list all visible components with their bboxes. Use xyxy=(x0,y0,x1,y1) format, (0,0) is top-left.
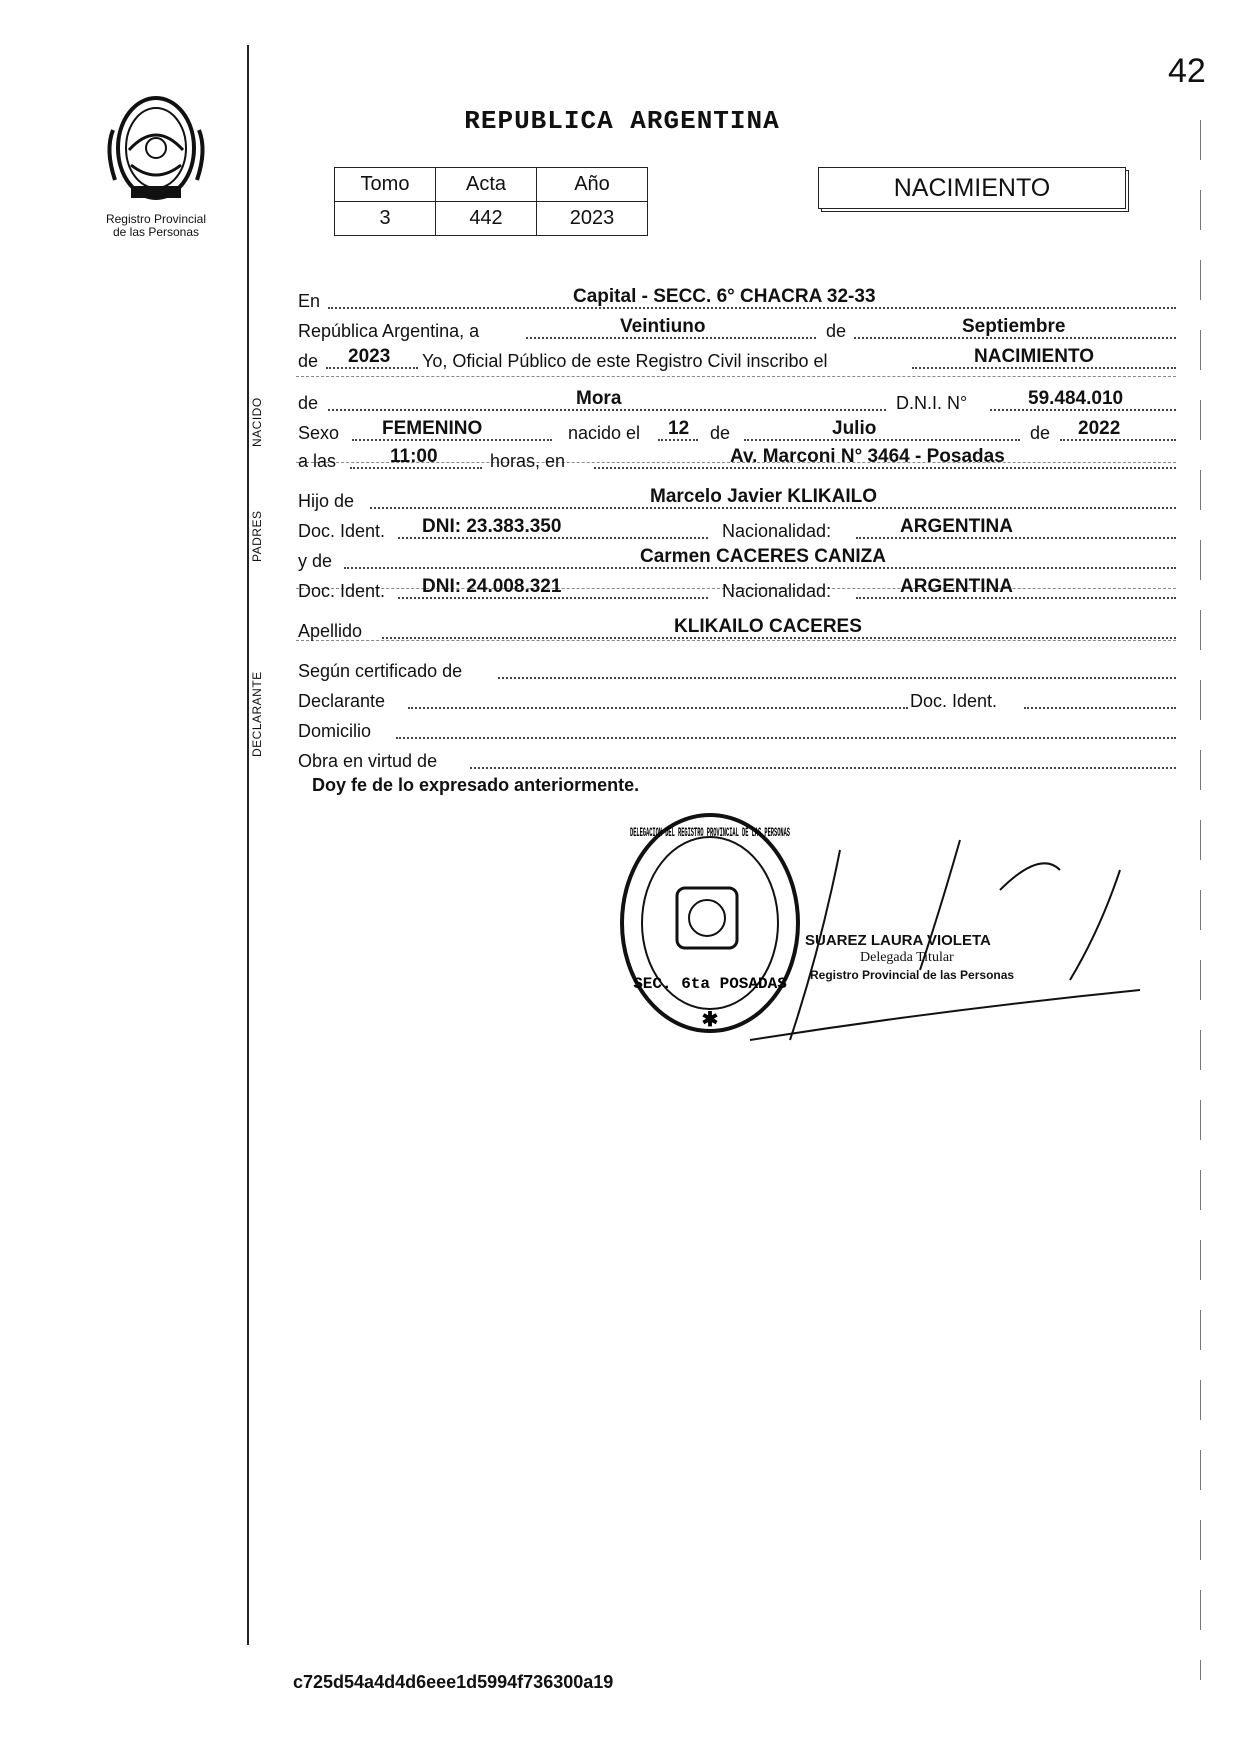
birth-day: 12 xyxy=(668,418,690,439)
stamp-star-icon: ✱ xyxy=(701,1009,719,1031)
de-label-5: de xyxy=(1030,423,1051,443)
page-number: 42 xyxy=(1168,52,1206,90)
day-words: Veintiuno xyxy=(620,316,706,337)
nacionalidad-label-2: Nacionalidad: xyxy=(722,581,832,601)
sexo-label: Sexo xyxy=(298,423,340,443)
line-certificate xyxy=(298,656,1176,684)
section-label-declarante: DECLARANTE xyxy=(250,671,264,757)
registry-table xyxy=(334,167,648,236)
document-title: REPUBLICA ARGENTINA xyxy=(464,106,780,136)
line-time-place xyxy=(298,446,1176,474)
mother-nationality: ARGENTINA xyxy=(900,576,1013,597)
record-type-box: NACIMIENTO xyxy=(818,167,1126,209)
stamp-ring-text: DELEGACION DEL REGISTRO PROVINCIAL DE LAS PERSONAS xyxy=(630,825,791,840)
declarante-label: Declarante xyxy=(298,691,386,711)
logo-caption-line1: Registro Provincial xyxy=(105,212,207,226)
stamp-inner-text: SEC. 6ta POSADAS xyxy=(633,975,787,993)
de-label-4: de xyxy=(710,423,731,443)
line-obra xyxy=(298,746,1176,774)
month-value: Septiembre xyxy=(962,316,1066,337)
section-label-nacido: NACIDO xyxy=(250,397,264,447)
y-de-label: y de xyxy=(298,551,333,571)
line-mother-doc xyxy=(298,576,1176,604)
left-margin-rule xyxy=(247,45,249,1645)
en-label: En xyxy=(298,291,321,311)
section-label-padres: PADRES xyxy=(250,510,264,562)
closing-statement: Doy fe de lo expresado anteriormente. xyxy=(312,775,640,795)
obra-label: Obra en virtud de xyxy=(298,751,438,771)
horas-label: horas, en xyxy=(490,451,566,471)
document-hash: c725d54a4d4d6eee1d5994f736300a19 xyxy=(293,1672,614,1692)
child-name: Mora xyxy=(576,388,622,409)
signatory-name: SUAREZ LAURA VIOLETA xyxy=(805,932,991,949)
declarant-doc-label: Doc. Ident. xyxy=(910,691,998,711)
line-surname xyxy=(298,616,1176,644)
line-father xyxy=(298,486,1176,514)
inscribe-type: NACIMIENTO xyxy=(974,346,1094,367)
line-child-name xyxy=(298,388,1176,416)
a-las-label: a las xyxy=(298,451,337,471)
nacionalidad-label: Nacionalidad: xyxy=(722,521,832,541)
acta-header: Acta xyxy=(436,168,537,202)
signatory-org: Registro Provincial de las Personas xyxy=(810,968,1015,982)
segun-label: Según certificado de xyxy=(298,661,463,681)
mother-name: Carmen CACERES CANIZA xyxy=(640,546,886,567)
de-label: de xyxy=(826,321,847,341)
doc-label-2: Doc. Ident. xyxy=(298,581,386,601)
line-mother xyxy=(298,546,1176,574)
nacido-el-label: nacido el xyxy=(568,423,641,443)
year-value: 2023 xyxy=(348,346,391,367)
logo-caption-line2: de las Personas xyxy=(112,225,200,239)
anio-value: 2023 xyxy=(537,202,648,236)
officer-text: Yo, Oficial Público de este Registro Civil inscribo el xyxy=(422,351,828,371)
rep-label: República Argentina, a xyxy=(298,321,480,341)
birth-year: 2022 xyxy=(1078,418,1121,439)
father-doc: DNI: 23.383.350 xyxy=(422,516,562,537)
line-date xyxy=(298,316,1176,344)
line-father-doc xyxy=(298,516,1176,544)
coat-of-arms-icon xyxy=(677,888,737,948)
birth-time: 11:00 xyxy=(390,446,438,467)
line-domicile xyxy=(298,716,1176,744)
dni-label: D.N.I. N° xyxy=(896,393,968,413)
anio-header: Año xyxy=(537,168,648,202)
domicilio-label: Domicilio xyxy=(298,721,372,741)
signatory-role: Delegada Titular xyxy=(860,950,954,965)
tomo-value: 3 xyxy=(335,202,436,236)
father-nationality: ARGENTINA xyxy=(900,516,1013,537)
right-margin-rule xyxy=(1200,120,1201,1680)
surname-value: KLIKAILO CACERES xyxy=(674,616,862,637)
birth-place: Av. Marconi N° 3464 - Posadas xyxy=(730,446,1005,467)
hijo-label: Hijo de xyxy=(298,491,355,511)
acta-value: 442 xyxy=(436,202,537,236)
line-sex-birth xyxy=(298,418,1176,446)
line-declarant xyxy=(298,686,1176,714)
birth-month: Julio xyxy=(832,418,877,439)
line-officer xyxy=(298,346,1176,374)
sexo-value: FEMENINO xyxy=(382,418,483,439)
de-label-2: de xyxy=(298,351,319,371)
line-place xyxy=(298,286,1176,314)
tomo-header: Tomo xyxy=(335,168,436,202)
apellido-label: Apellido xyxy=(298,621,363,641)
father-name: Marcelo Javier KLIKAILO xyxy=(650,486,878,507)
place-value: Capital - SECC. 6° CHACRA 32-33 xyxy=(573,286,876,307)
child-dni: 59.484.010 xyxy=(1028,388,1124,409)
mother-doc: DNI: 24.008.321 xyxy=(422,576,562,597)
de-label-3: de xyxy=(298,393,319,413)
section-divider xyxy=(296,376,1176,377)
doc-label: Doc. Ident. xyxy=(298,521,386,541)
